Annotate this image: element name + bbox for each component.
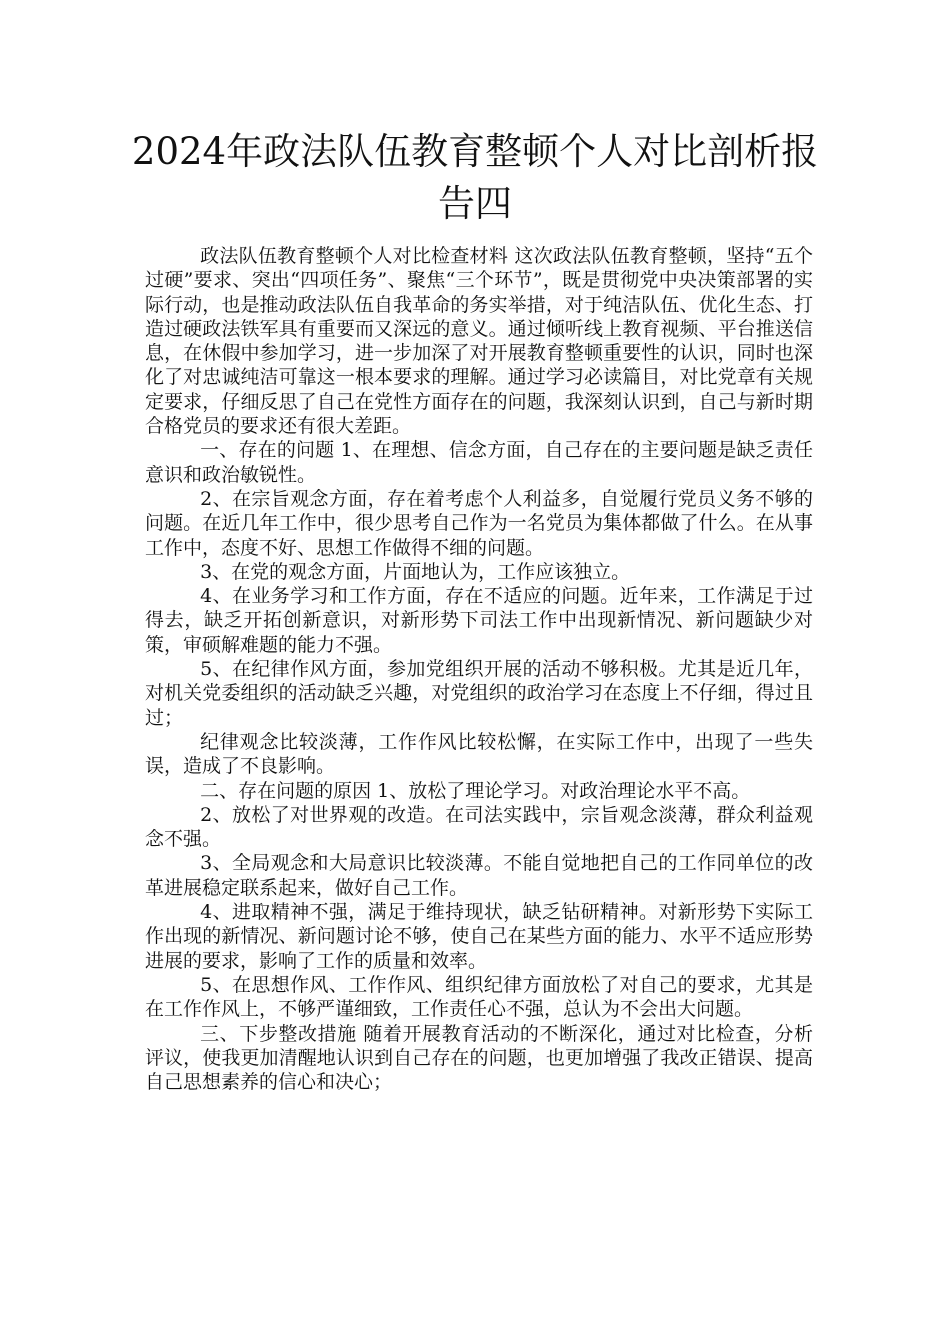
paragraph-cause-5: 5、在思想作风、工作作风、组织纪律方面放松了对自己的要求，尤其是在工作作风上，不够严谨细致，工作责任心不强，总认为不会出大问题。 xyxy=(145,973,813,1021)
paragraph-cause-4: 4、进取精神不强，满足于维持现状，缺乏钻研精神。对新形势下实际工作出现的新情况、新问题讨论不够，使自己在某些方面的能力、水平不适应形势进展的要求，影响了工作的质量和效率。 xyxy=(145,901,813,972)
document-title-line-2: 告四 xyxy=(438,182,512,225)
paragraph-cause-2: 2、放松了对世界观的改造。在司法实践中，宗旨观念淡薄，群众利益观念不强。 xyxy=(145,803,813,851)
paragraph-cause-1: 二、存在问题的原因 1、放松了理论学习。对政治理论水平不高。 xyxy=(200,779,751,802)
document-body xyxy=(145,244,813,1094)
paragraph-cause-3: 3、全局观念和大局意识比较淡薄。不能自觉地把自己的工作同单位的改革进展稳定联系起来，做好自己工作。 xyxy=(145,852,813,899)
document-title-line-1: 2024年政法队伍教育整顿个人对比剖析报 xyxy=(131,130,819,173)
paragraph-discipline: 纪律观念比较淡薄，工作作风比较松懈，在实际工作中，出现了一些失误，造成了不良影响。 xyxy=(145,730,813,778)
paragraph-problem-1: 一、存在的问题 1、在理想、信念方面，自己存在的主要问题是缺乏责任意识和政治敏锐性。 xyxy=(145,439,813,486)
document-title xyxy=(120,126,830,230)
paragraph-problem-5: 5、在纪律作风方面，参加党组织开展的活动不够积极。尤其是近几年，对机关党委组织的活动缺乏兴趣，对党组织的政治学习在态度上不仔细，得过且过； xyxy=(145,658,813,729)
paragraph-intro: 政法队伍教育整顿个人对比检查材料 这次政法队伍教育整顿，坚持“五个过硬”要求、突出“四项任务”、聚焦“三个环节”，既是贯彻党中央决策部署的实际行动，也是推动政法队伍自我革命的务实举措，对于纯洁队伍、优化生态、打造过硬政法铁军具有重要而又深远的意义。通过倾听线上教育视频、平台推送信息，在休假中参加学习，进一步加深了对开展教育整顿重要性的认识，同时也深化了对忠诚纯洁可靠这一根本要求的理解。通过学习必读篇目，对比党章有关规定要求，仔细反思了自己在党性方面存在的问题，我深刻认识到，自己与新时期合格党员的要求还有很大差距。 xyxy=(145,245,813,438)
paragraph-problem-2: 2、在宗旨观念方面，存在着考虑个人利益多，自觉履行党员义务不够的问题。在近几年工作中，很少思考自己作为一名党员为集体都做了什么。在从事工作中，态度不好、思想工作做得不细的问题。 xyxy=(145,487,813,559)
paragraph-measures: 三、下步整改措施 随着开展教育活动的不断深化，通过对比检查，分析评议，使我更加清醒地认识到自己存在的问题，也更加增强了我改正错误、提高自己思想素养的信心和决心； xyxy=(145,1022,813,1094)
paragraph-problem-3: 3、在党的观念方面，片面地认为，工作应该独立。 xyxy=(200,560,631,583)
paragraph-problem-4: 4、在业务学习和工作方面，存在不适应的问题。近年来，工作满足于过得去，缺乏开拓创新意识，对新形势下司法工作中出现新情况、新问题缺少对策，审硕解难题的能力不强。 xyxy=(145,585,813,656)
